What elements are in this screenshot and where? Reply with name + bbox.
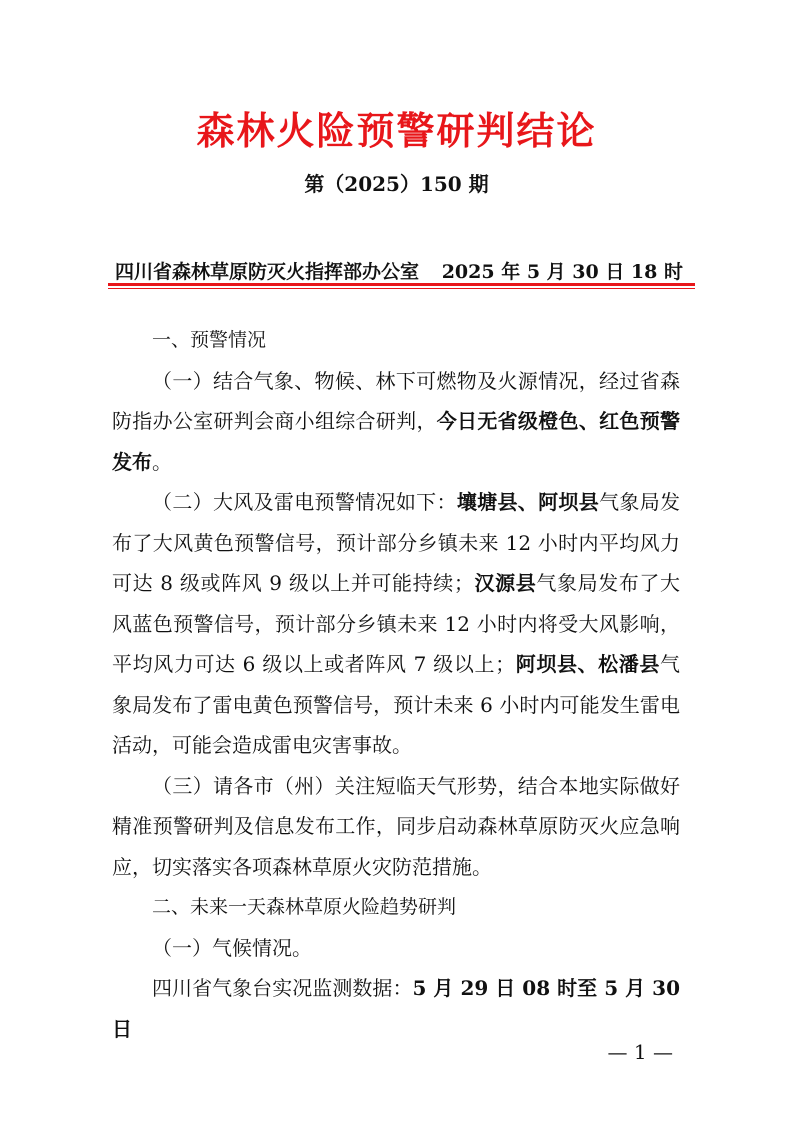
paragraph-text: 气象局发布了雷电黄色预警信号，预计未来 6 小时内可能发生雷电活动，可能会造成雷电灾害事故。 — [112, 652, 680, 757]
section2-paragraph-1 — [112, 968, 680, 1049]
section1-heading: 一、预警情况 — [152, 329, 267, 351]
issuer-name: 四川省森林草原防灭火指挥部办公室 — [115, 261, 420, 283]
section1-paragraph-2 — [112, 482, 680, 766]
paragraph-emphasis: 今日无省级橙色、红色预警发布 — [112, 409, 681, 474]
paragraph-text: （二）大风及雷电预警情况如下： — [152, 490, 457, 514]
section1-paragraph-3: （三）请各市（州）关注短临天气形势，结合本地实际做好精准预警研判及信息发布工作，同步启动森林草原防灭火应急响应，切实落实各项森林草原火灾防范措施。 — [112, 773, 680, 879]
paragraph-text: 气象局发布了大风黄色预警信号，预计部分乡镇未来 12 小时内平均风力可达 8 级或阵风 9 级以上并可能持续； — [112, 490, 681, 595]
section2-heading: 二、未来一天森林草原火险趋势研判 — [152, 896, 457, 918]
paragraph-text: 。 — [152, 449, 172, 474]
paragraph-text: （一）结合气象、物候、林下可燃物及火源情况，经过省森防指办公室研判会商小组综合研判， — [112, 368, 680, 433]
section1-paragraph-1 — [112, 361, 680, 483]
county-names: 汉源县 — [473, 571, 537, 595]
document-body — [112, 320, 680, 1049]
paragraph-emphasis: 5 月 29 日 08 时至 5 月 30 日 — [112, 976, 681, 1041]
paragraph-text: 四川省气象台实况监测数据： — [152, 976, 413, 1000]
issue-number: 第（2025）150 期 — [304, 172, 489, 196]
document-title: 森林火险预警研判结论 — [196, 108, 597, 153]
issue-datetime: 2025 年 5 月 30 日 18 时 — [441, 261, 683, 283]
section2-subheading-1: （一）气候情况。 — [152, 935, 312, 960]
county-names: 壤塘县、阿坝县 — [456, 490, 600, 514]
header-rule-thick — [108, 283, 695, 286]
header-rule-thin — [108, 288, 695, 289]
page-number: — 1 — — [607, 1040, 673, 1064]
county-names: 阿坝县、松潘县 — [515, 652, 660, 676]
paragraph-text: 气象局发布了大风蓝色预警信号，预计部分乡镇未来 12 小时内将受大风影响，平均风力可达 6 级以上或者阵风 7 级以上； — [112, 571, 681, 676]
